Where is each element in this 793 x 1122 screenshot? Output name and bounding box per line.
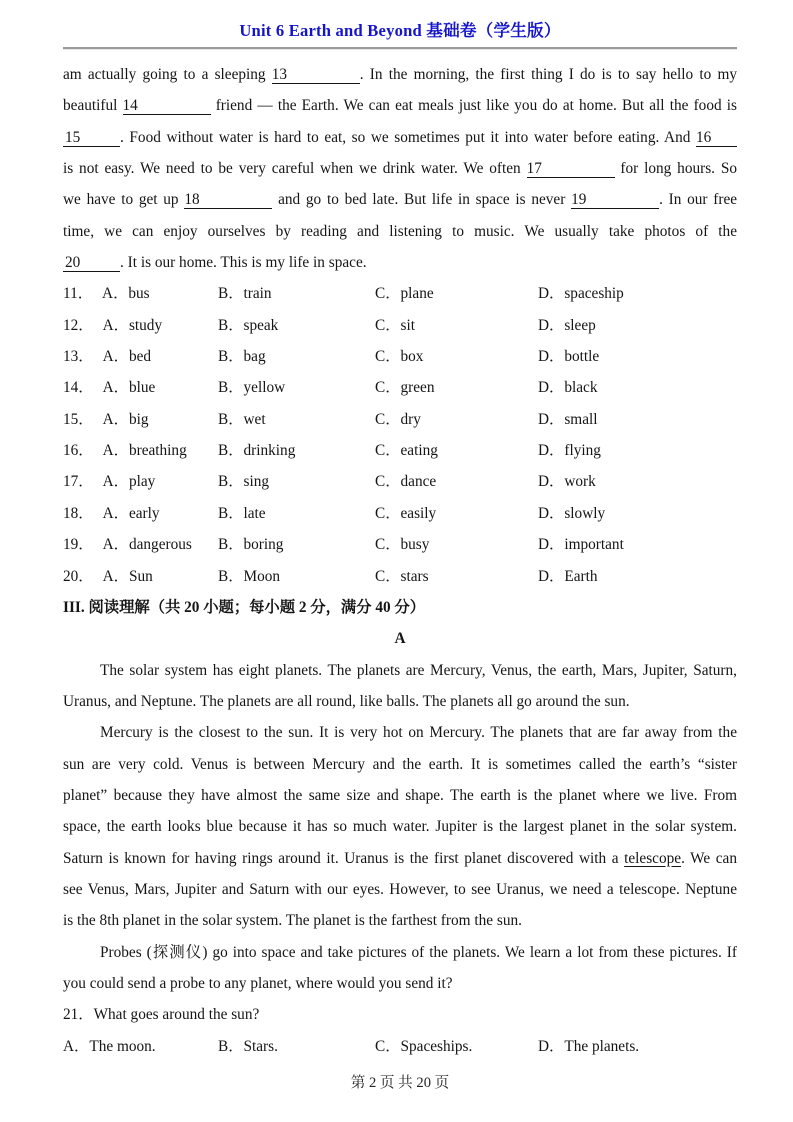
choice-option-c: C．plane xyxy=(375,285,434,303)
text-line: Saturn is known for having rings around it. Uranus is the first planet discovered with a telescope. We can xyxy=(63,849,737,867)
blank-15: 15 xyxy=(63,129,120,147)
text-line: we have to get up 18 and go to bed late. But life in space is never 19 . In our free xyxy=(63,191,738,209)
text-line: sun are very cold. Venus is between Mercury and the earth. It is sometimes called the earth’s “sister xyxy=(63,755,737,773)
text-line: space, the earth looks blue because it has so much water. Jupiter is the largest planet in the solar system. xyxy=(63,818,737,836)
text-line: time, we can enjoy ourselves by reading and listening to music. We usually take photos of the xyxy=(63,222,737,240)
text-line: Probes (探测仪) go into space and take pictures of the planets. We learn a lot from these pictures. If xyxy=(100,943,737,961)
choice-option-b: B．sing xyxy=(218,473,269,491)
choice-option-d: D．important xyxy=(538,536,624,554)
choice-option-a: 18． A．early xyxy=(63,504,160,522)
choice-option-a: 11． A．bus xyxy=(63,285,150,303)
text-line: 20 . It is our home. This is my life in space. xyxy=(65,254,367,272)
page-footer-area xyxy=(63,1071,737,1092)
blank-19: 19 xyxy=(571,191,659,209)
choice-option-a: 17． A．play xyxy=(63,473,156,491)
question-21-options xyxy=(63,1031,737,1062)
choice-row xyxy=(63,310,737,341)
choice-option-b: B．wet xyxy=(218,410,266,428)
question-number: 19． xyxy=(63,536,94,554)
choice-option-a: 19． A．dangerous xyxy=(63,536,192,554)
blank-18: 18 xyxy=(184,191,272,209)
q21-option-b: B．Stars. xyxy=(218,1037,278,1055)
cloze-paragraph xyxy=(63,59,737,278)
choice-option-c: C．green xyxy=(375,379,435,397)
text-line: planet” because they have almost the same size and shape. The earth is the planet where we live. From xyxy=(63,786,737,804)
page-title: Unit 6 Earth and Beyond 基础卷（学生版） xyxy=(239,21,561,40)
section-heading: III. 阅读理解（共 20 小题；每小题 2 分，满分 40 分） xyxy=(63,598,426,616)
choice-option-a: 14． A．blue xyxy=(63,379,156,397)
question-number: 14． xyxy=(63,379,94,397)
choice-option-a: 15． A．big xyxy=(63,410,149,428)
text-line: am actually going to a sleeping 13 . In the morning, the first thing I do is to say hello to my xyxy=(63,66,737,83)
question-21: 21．What goes around the sun? xyxy=(63,1006,260,1024)
choice-option-b: B．late xyxy=(218,504,266,522)
choice-option-c: C．box xyxy=(375,348,424,366)
page-header xyxy=(63,20,737,50)
choice-option-d: D．slowly xyxy=(538,504,606,522)
choice-table xyxy=(63,278,737,591)
choice-option-d: D．sleep xyxy=(538,316,596,334)
choice-option-d: D．flying xyxy=(538,442,601,460)
choice-option-c: C．eating xyxy=(375,442,438,460)
choice-option-c: C．dry xyxy=(375,410,421,428)
page-number: 第 2 页 共 20 页 xyxy=(350,1075,450,1091)
blank-20: 20 xyxy=(63,254,120,272)
question-number: 20． xyxy=(63,567,94,585)
question-number: 18． xyxy=(63,504,94,522)
text-line: Uranus, and Neptune. The planets are all round, like balls. The planets all go around the sun. xyxy=(63,692,630,710)
choice-row xyxy=(63,341,737,372)
blank-16: 16 xyxy=(696,129,737,147)
choice-row xyxy=(63,372,737,403)
question-number: 17． xyxy=(63,473,94,491)
choice-option-c: C．stars xyxy=(375,567,429,585)
choice-option-d: D．black xyxy=(538,379,598,397)
passage-label: A xyxy=(394,630,406,648)
choice-option-a: 12． A．study xyxy=(63,316,163,334)
choice-option-d: D．small xyxy=(538,410,598,428)
text-line: you could send a probe to any planet, where would you send it? xyxy=(63,974,453,992)
choice-option-c: C．dance xyxy=(375,473,437,491)
question-number: 16． xyxy=(63,442,94,460)
q21-option-c: C．Spaceships. xyxy=(375,1037,473,1055)
choice-option-b: B．boring xyxy=(218,536,284,554)
choice-option-a: 13． A．bed xyxy=(63,348,152,366)
q21-option-a: A．The moon. xyxy=(63,1037,156,1055)
choice-row xyxy=(63,561,737,592)
text-line: is the 8th planet in the solar system. The planet is the farthest from the sun. xyxy=(63,912,522,930)
choice-row xyxy=(63,435,737,466)
header-rule xyxy=(63,47,737,50)
text-line: is not easy. We need to be very careful when we drink water. We often 17 for long hours. So xyxy=(63,160,737,178)
choice-option-c: C．busy xyxy=(375,536,430,554)
choice-option-a: 16． A．breathing xyxy=(63,442,187,460)
choice-option-b: B．train xyxy=(218,285,272,303)
choice-row xyxy=(63,404,737,435)
passage-paragraph-2 xyxy=(63,717,737,936)
q21-option-d: D．The planets. xyxy=(538,1037,640,1055)
choice-option-c: C．easily xyxy=(375,504,437,522)
underlined-word: telescope xyxy=(624,849,682,867)
blank-13: 13 xyxy=(272,66,360,84)
text-line: see Venus, Mars, Jupiter and Saturn with our eyes. However, to see Uranus, we need a telescope. Neptune xyxy=(63,880,737,898)
choice-option-b: B．bag xyxy=(218,348,266,366)
passage-paragraph-1 xyxy=(63,655,737,718)
passage-paragraph-3 xyxy=(63,937,737,1000)
choice-option-b: B．Moon xyxy=(218,567,281,585)
text-line: The solar system has eight planets. The planets are Mercury, Venus, the earth, Mars, Jupiter, Saturn, xyxy=(100,661,737,679)
blank-17: 17 xyxy=(527,160,615,178)
choice-option-a: 20． A．Sun xyxy=(63,567,153,585)
choice-option-d: D．Earth xyxy=(538,567,598,585)
choice-row xyxy=(63,466,737,497)
text-line: 15 . Food without water is hard to eat, so we sometimes put it into water before eating. And 16 xyxy=(63,122,737,153)
choice-option-b: B．speak xyxy=(218,316,279,334)
text-line: Mercury is the closest to the sun. It is very hot on Mercury. The planets that are far away from the xyxy=(100,724,737,742)
choice-option-d: D．spaceship xyxy=(538,285,624,303)
question-number: 13． xyxy=(63,348,94,366)
question-number: 11． xyxy=(63,285,94,303)
blank-14: 14 xyxy=(123,97,211,115)
text-line: beautiful 14 friend — the Earth. We can eat meals just like you do at home. But all the food is xyxy=(63,97,737,115)
choice-option-c: C．sit xyxy=(375,316,415,334)
question-number: 12． xyxy=(63,316,94,334)
choice-option-b: B．drinking xyxy=(218,442,296,460)
choice-option-b: B．yellow xyxy=(218,379,286,397)
choice-row xyxy=(63,529,737,560)
choice-row xyxy=(63,498,737,529)
question-number: 15． xyxy=(63,410,94,428)
choice-row xyxy=(63,278,737,309)
choice-option-d: D．bottle xyxy=(538,348,600,366)
page-content xyxy=(63,59,737,1062)
choice-option-d: D．work xyxy=(538,473,596,491)
